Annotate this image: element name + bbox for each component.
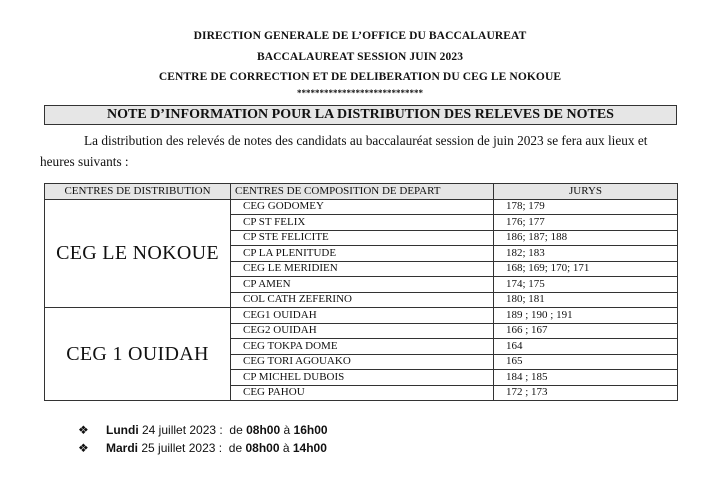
header-line-2: BACCALAUREAT SESSION JUIN 2023: [256, 51, 464, 63]
schedule-from-word: de: [228, 441, 243, 455]
schedule-item: [78, 423, 328, 437]
school-cell: CP AMEN: [231, 277, 494, 293]
diamond-bullet-icon: ❖: [78, 441, 89, 455]
distribution-table: [44, 183, 678, 401]
school-cell: COL CATH ZEFERINO: [231, 292, 494, 308]
school-cell: CEG GODOMEY: [231, 199, 494, 215]
jurys-cell: 180; 181: [494, 292, 678, 308]
school-cell: CP STE FELICITE: [231, 230, 494, 246]
schedule-item: [78, 441, 327, 455]
header-line-1: DIRECTION GENERALE DE L’OFFICE DU BACCALAUREAT: [193, 30, 527, 42]
school-cell: CEG TOKPA DOME: [231, 339, 494, 355]
distribution-center-cell: CEG LE NOKOUE: [45, 199, 231, 308]
schedule-to-word: à: [282, 441, 290, 455]
jurys-cell: 184 ; 185: [494, 370, 678, 386]
jurys-cell: 186; 187; 188: [494, 230, 678, 246]
school-cell: CP ST FELIX: [231, 215, 494, 231]
school-cell: CP LA PLENITUDE: [231, 246, 494, 262]
header-composition-center: CENTRES DE COMPOSITION DE DEPART: [231, 184, 494, 200]
table-row: [45, 199, 678, 215]
jurys-cell: 189 ; 190 ; 191: [494, 308, 678, 324]
schedule-start: 08h00: [245, 441, 280, 455]
jurys-cell: 166 ; 167: [494, 323, 678, 339]
header-jurys: JURYS: [494, 184, 678, 200]
diamond-bullet-icon: ❖: [78, 423, 89, 437]
jurys-cell: 165: [494, 354, 678, 370]
intro-text: La distribution des relevés de notes des candidats au baccalauréat session de juin 2023 se fera aux lieux et heures suivants :: [40, 133, 648, 169]
jurys-cell: 176; 177: [494, 215, 678, 231]
distribution-center-cell: CEG 1 OUIDAH: [45, 308, 231, 401]
jurys-cell: 172 ; 173: [494, 385, 678, 401]
document-title: NOTE D’INFORMATION POUR LA DISTRIBUTION DES RELEVES DE NOTES: [44, 105, 677, 125]
header-separator: ****************************: [297, 88, 423, 98]
schedule-day: Mardi: [106, 441, 139, 455]
schedule-day: Lundi: [106, 423, 139, 437]
jurys-cell: 164: [494, 339, 678, 355]
jurys-cell: 182; 183: [494, 246, 678, 262]
schedule-from-word: de: [229, 423, 243, 437]
school-cell: CP MICHEL DUBOIS: [231, 370, 494, 386]
table-header-row: [45, 184, 678, 200]
school-cell: CEG2 OUIDAH: [231, 323, 494, 339]
schedule-date: 25 juillet 2023 :: [141, 441, 223, 455]
jurys-cell: 174; 175: [494, 277, 678, 293]
schedule-to-word: à: [283, 423, 291, 437]
intro-paragraph: [40, 130, 680, 172]
school-cell: CEG1 OUIDAH: [231, 308, 494, 324]
school-cell: CEG TORI AGOUAKO: [231, 354, 494, 370]
schedule-start: 08h00: [246, 423, 281, 437]
table-row: [45, 308, 678, 324]
header-line-3: CENTRE DE CORRECTION ET DE DELIBERATION DU CEG LE NOKOUE: [158, 71, 562, 83]
jurys-cell: 178; 179: [494, 199, 678, 215]
header-distribution-center: CENTRES DE DISTRIBUTION: [45, 184, 231, 200]
school-cell: CEG LE MERIDIEN: [231, 261, 494, 277]
schedule-date: 24 juillet 2023 :: [142, 423, 223, 437]
jurys-cell: 168; 169; 170; 171: [494, 261, 678, 277]
schedule-end: 16h00: [293, 423, 328, 437]
school-cell: CEG PAHOU: [231, 385, 494, 401]
schedule-end: 14h00: [292, 441, 327, 455]
